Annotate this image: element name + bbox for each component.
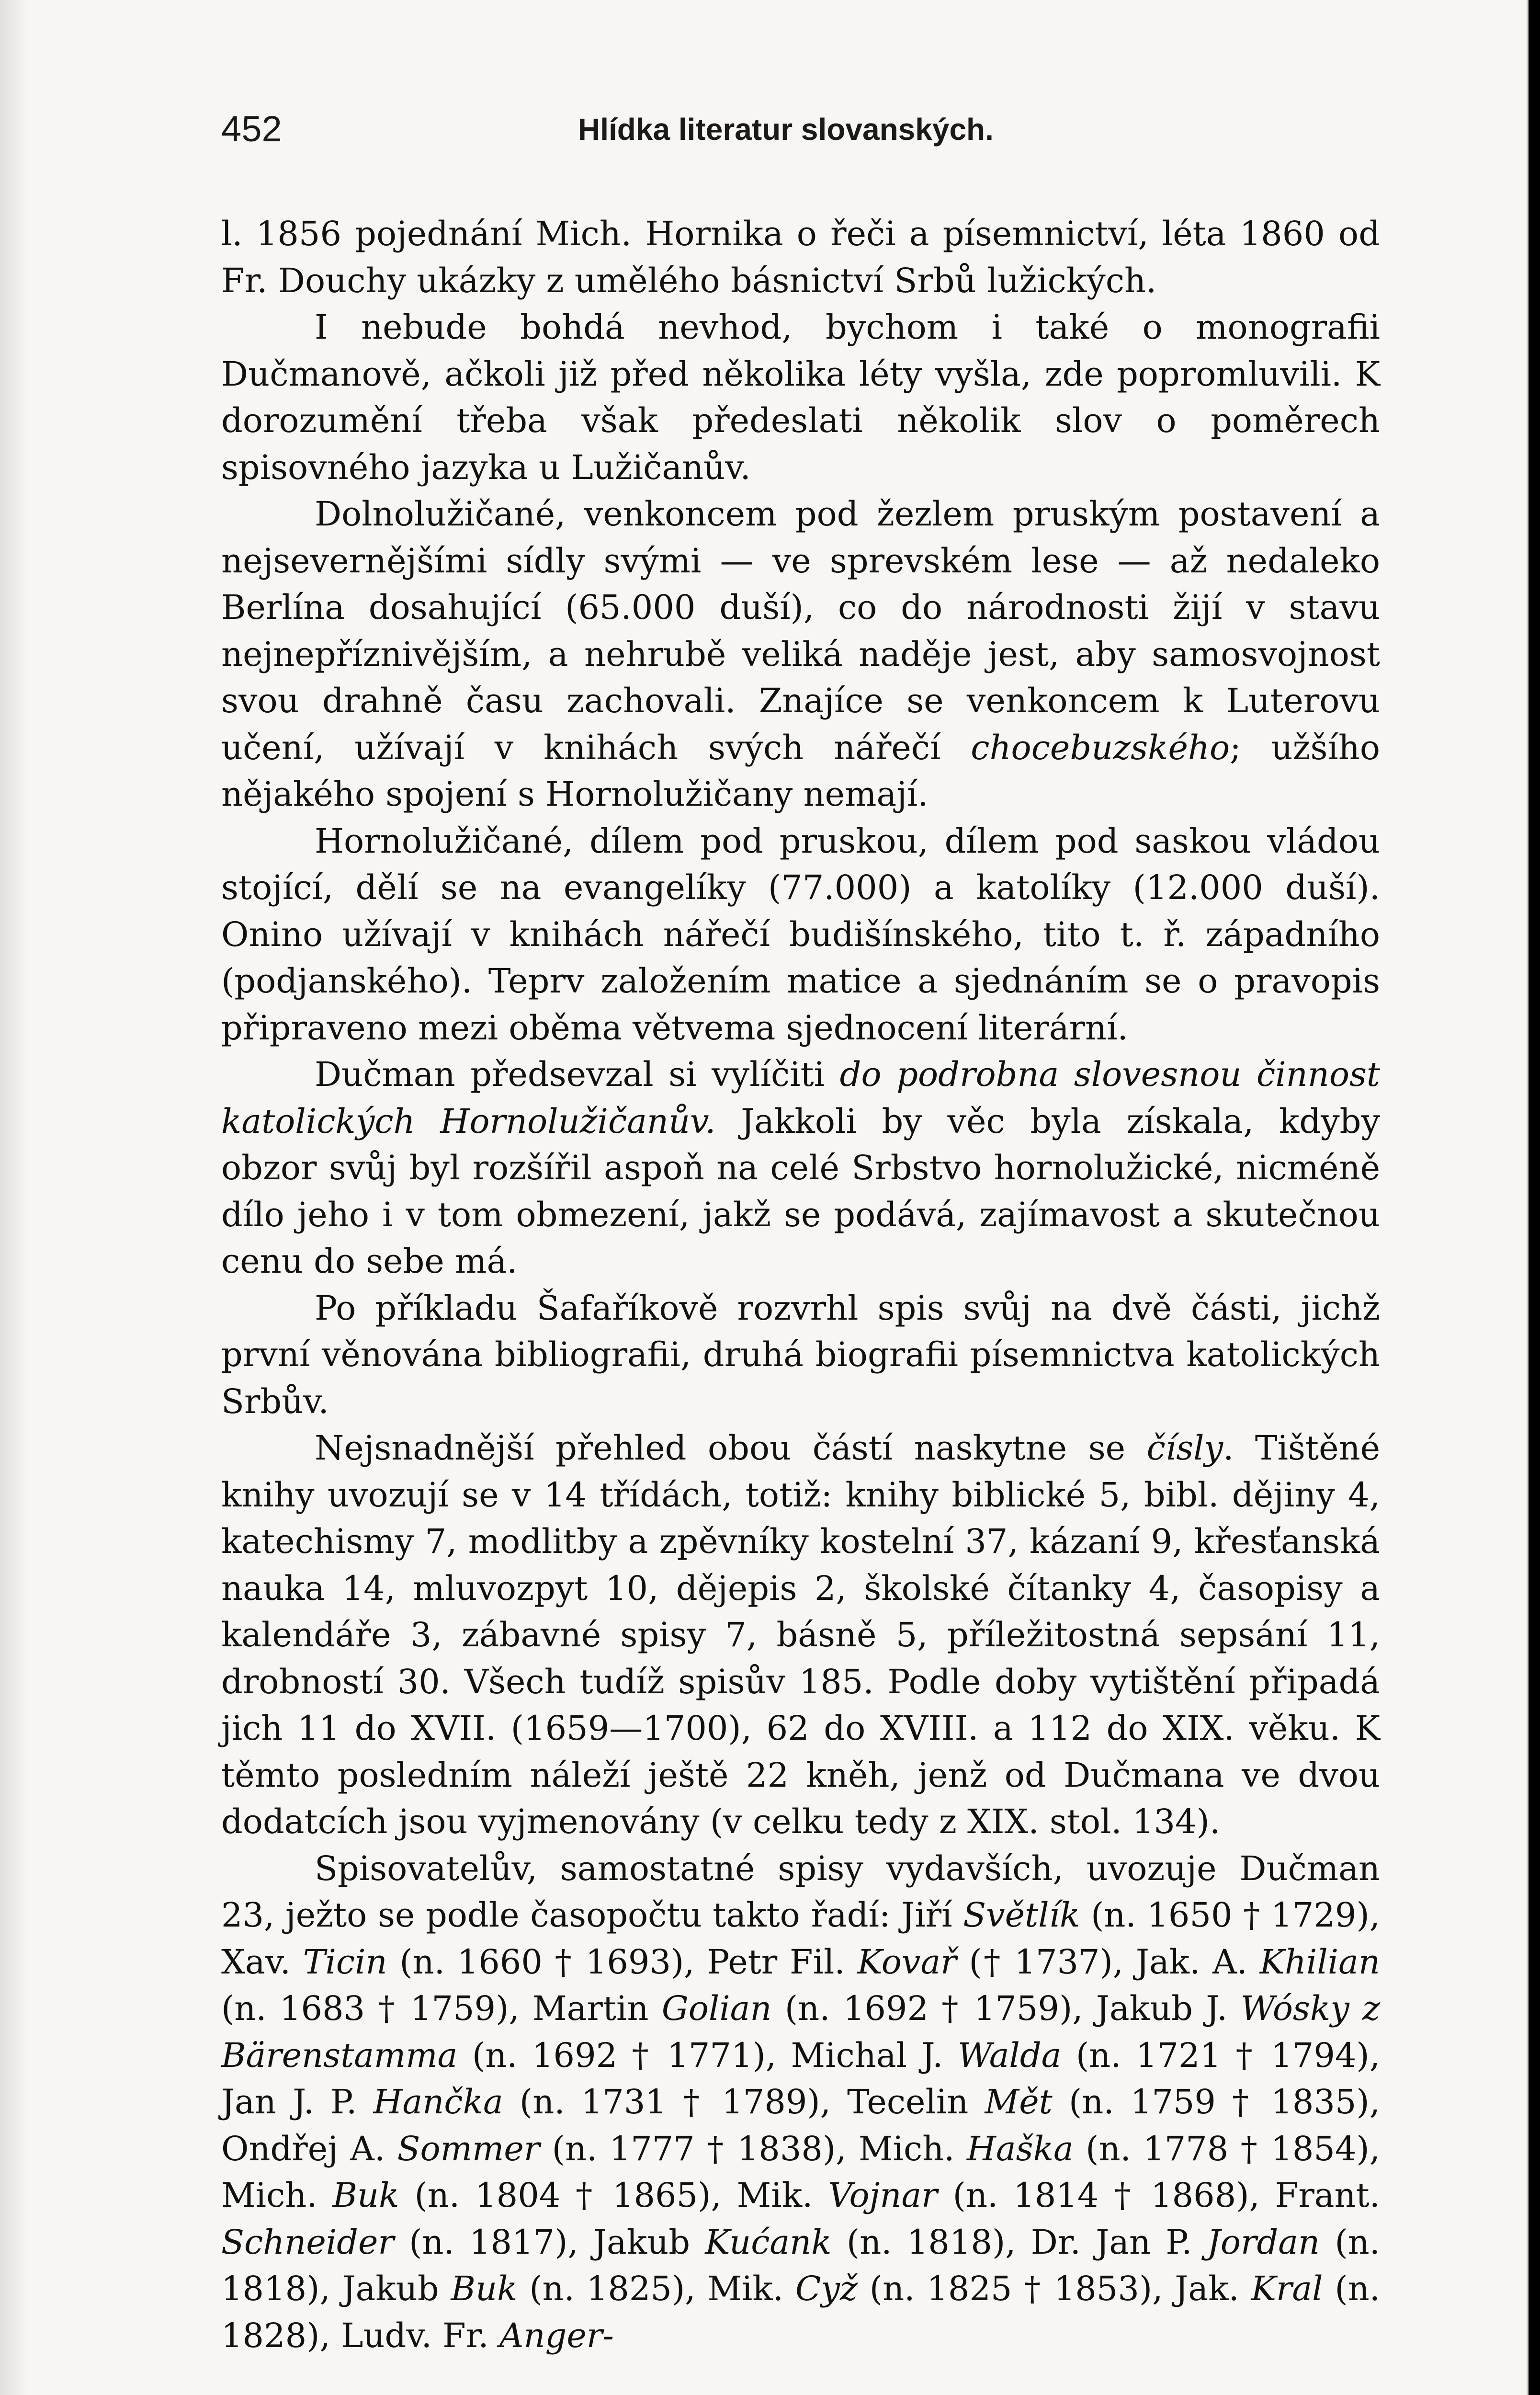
- paragraph: [221, 1846, 1380, 2360]
- text-run: (n. 1825), Mik.: [517, 2269, 795, 2308]
- text-run: Po příkladu Šafaříkově rozvrhl spis svůj na dvě části, jichž první věnována bibliografii, druhá biografii písemnictva katolických Srbův.: [221, 1288, 1380, 1421]
- text-run: (n. 1814 † 1868), Frant.: [937, 2176, 1381, 2215]
- paragraph: [221, 1425, 1380, 1846]
- text-run: l. 1856 pojednání Mich. Hornika o řeči a písemnictví, léta 1860 od Fr. Douchy ukázky z umělého básnictví Srbů lužických.: [221, 214, 1380, 300]
- text-run: Jakkoli by věc byla získala, kdyby obzor svůj byl rozšířil aspoň na celé Srbstvo hornolužické, nicméně dílo jeho i v tom obmezení, jakž se podává, zajímavost a skutečnou cenu do sebe má.: [221, 1101, 1380, 1281]
- italic-run: čísly: [1146, 1428, 1223, 1468]
- text-run: (n. 1759 † 1835), Ondřej A.: [221, 2082, 1380, 2168]
- paragraph: [221, 211, 1380, 304]
- italic-run: Sommer: [397, 2129, 540, 2168]
- text-run: (n. 1692 † 1759), Jakub J.: [771, 1989, 1241, 2028]
- text-run: (n. 1721 † 1794), Jan J. P.: [221, 2035, 1380, 2121]
- italic-run: Schneider: [221, 2222, 394, 2262]
- italic-run: Kućank: [705, 2222, 832, 2262]
- italic-run: Buk: [332, 2176, 399, 2215]
- text-run: (n. 1778 † 1854), Mich.: [221, 2129, 1380, 2215]
- italic-run: do podrobna slovesnou činnost katolických Hornolužičanův.: [221, 1055, 1381, 1141]
- italic-run: Vojnar: [828, 2176, 938, 2215]
- text-run: (n. 1825 † 1853), Jak.: [857, 2269, 1251, 2308]
- text-run: . Tištěné knihy uvozují se v 14 třídách, totiž: knihy biblické 5, bibl. dějiny 4, katechismy 7, modlitby a zpěvníky kostelní 37, kázaní 9, křesťanská nauka 14, mluvozpyt 10, dějepis 2, školské čítanky 4, časopisy a kalendáře 3, zábavné spisy 7, básně 5, příležitostná sepsání 11, drobností 30. Všech tudíž spisův 185. Podle doby vytištění připadá jich 11 do XVII. (1659—1700), 62 do XVIII. a 112 do XIX. věku. K těmto posledním náleží ještě 22 kněh, jenž od Dučmana ve dvou dodatcích jsou vyjmenovány (v celku tedy z XIX. stol. 134).: [221, 1428, 1380, 1841]
- page-number: 452: [221, 109, 282, 149]
- text-run: (n. 1817), Jakub: [394, 2222, 705, 2262]
- italic-run: Khilian: [1259, 1942, 1380, 1982]
- text-run: (n. 1731 † 1789), Tecelin: [503, 2082, 985, 2121]
- text-run: († 1737), Jak. A.: [956, 1942, 1260, 1982]
- text-run: (n. 1683 † 1759), Martin: [221, 1989, 662, 2028]
- text-run: (n. 1650 † 1729), Xav.: [221, 1895, 1381, 1982]
- paragraph: [221, 491, 1380, 818]
- text-run: (n. 1660 † 1693), Petr Fil.: [387, 1942, 858, 1982]
- italic-run: Golian: [661, 1989, 772, 2028]
- italic-run: Ticin: [303, 1942, 387, 1982]
- italic-run: Anger-: [499, 2315, 614, 2355]
- italic-run: Buk: [451, 2269, 518, 2308]
- text-run: (n. 1692 † 1771), Michal J.: [457, 2035, 958, 2075]
- paragraph: [221, 304, 1380, 491]
- text-run: (n. 1804 † 1865), Mik.: [399, 2176, 828, 2215]
- text-run: (n. 1828), Ludv. Fr.: [221, 2269, 1380, 2355]
- text-run: (n. 1818), Dr. Jan P.: [831, 2222, 1207, 2262]
- italic-run: Jordan: [1207, 2222, 1320, 2262]
- text-run: Dolnolužičané, venkoncem pod žezlem pruským postavení a nejsevernějšími sídly svými — ve sprevském lese — až nedaleko Berlína dosahující (65.000 duší), co do národnosti žijí v stavu nejnepříznivějším, a nehrubě veliká naděje jest, aby samosvojnost svou drahně času zachovali. Znajíce se venkoncem k Luterovu učení, užívají v knihách svých nářečí: [221, 494, 1380, 767]
- text-run: I nebude bohdá nevhod, bychom i také o monografii Dučmanově, ačkoli již před několika léty vyšla, zde popromluvili. K dorozumění třeba však předeslati několik slov o poměrech spisovného jazyka u Lužičanův.: [221, 308, 1380, 487]
- text-run: (n. 1777 † 1838), Mich.: [540, 2129, 967, 2168]
- text-run: Nejsnadnější přehled obou částí naskytne se: [315, 1428, 1147, 1468]
- text-run: Dučman předsevzal si vylíčiti: [315, 1055, 840, 1094]
- italic-run: Světlík: [963, 1895, 1080, 1935]
- paragraph: [221, 1051, 1380, 1285]
- body-text: [221, 211, 1380, 2359]
- running-title: Hlídka literatur slovanských.: [578, 112, 994, 147]
- text-run: Hornolužičané, dílem pod pruskou, dílem pod saskou vládou stojící, dělí se na evangelíky (77.000) a katolíky (12.000 duší). Onino užívají v knihách nářečí budišínského, tito t. ř. západního (podjanského). Teprv založením matice a sjednáním se o pravopis připraveno mezi oběma větvema sjednocení literární.: [221, 821, 1380, 1048]
- text-run: (n. 1818), Jakub: [221, 2222, 1380, 2308]
- paragraph: [221, 1285, 1380, 1426]
- italic-run: Mět: [985, 2082, 1053, 2121]
- binding-shadow: [0, 0, 29, 2395]
- italic-run: Kral: [1251, 2269, 1323, 2308]
- italic-run: chocebuzského: [971, 728, 1230, 767]
- italic-run: Kovař: [857, 1942, 957, 1982]
- paragraph: [221, 818, 1380, 1052]
- italic-run: Walda: [957, 2035, 1062, 2075]
- page-header: [221, 103, 1370, 156]
- text-run: Spisovatelův, samostatné spisy vydavších, uvozuje Dučman 23, ježto se podle časopočtu takto řadí: Jiří: [221, 1848, 1380, 1935]
- italic-run: Haška: [966, 2129, 1074, 2168]
- italic-run: Hančka: [373, 2082, 503, 2121]
- italic-run: Wósky z Bärenstamma: [221, 1989, 1381, 2075]
- italic-run: Cyž: [795, 2269, 858, 2308]
- text-run: ; užšího nějakého spojení s Hornolužičany nemají.: [221, 728, 1381, 814]
